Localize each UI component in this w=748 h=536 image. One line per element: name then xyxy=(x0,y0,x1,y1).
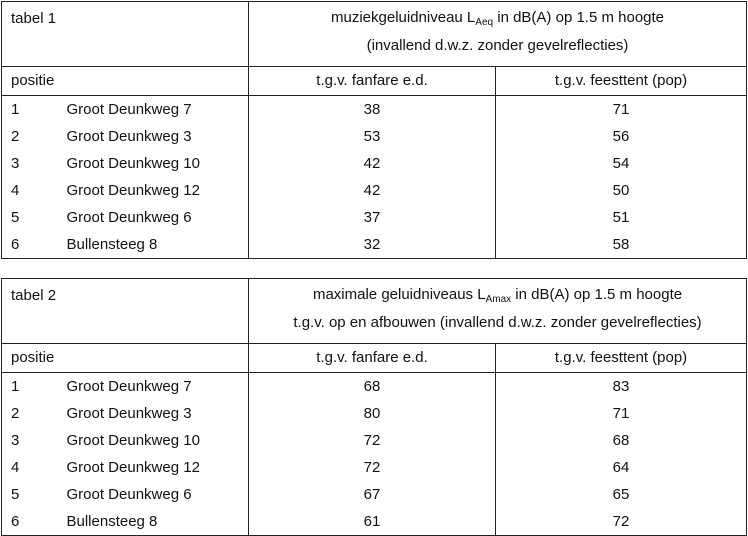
row-feesttent-value: 83 xyxy=(496,373,747,401)
row-feesttent-value: 51 xyxy=(496,204,747,231)
row-fanfare-value: 32 xyxy=(249,231,496,259)
table-row xyxy=(2,400,747,427)
row-number: 2 xyxy=(2,123,67,150)
row-fanfare-value: 42 xyxy=(249,177,496,204)
table-row xyxy=(2,373,747,401)
row-address: Bullensteeg 8 xyxy=(67,508,249,536)
column-header-feesttent: t.g.v. feesttent (pop) xyxy=(496,67,747,96)
row-number: 5 xyxy=(2,204,67,231)
row-address: Bullensteeg 8 xyxy=(67,231,249,259)
table-title: tabel 2 xyxy=(2,279,249,344)
row-address: Groot Deunkweg 3 xyxy=(66,128,192,145)
row-fanfare-value: 68 xyxy=(249,373,496,401)
row-number: 4 xyxy=(2,454,67,481)
row-address: Groot Deunkweg 10 xyxy=(66,155,200,172)
table-row xyxy=(2,204,747,231)
description-text-end: in dB(A) op 1.5 m hoogte xyxy=(511,286,683,303)
table-row xyxy=(2,508,747,536)
table-row xyxy=(2,427,747,454)
table-row xyxy=(2,177,747,204)
row-fanfare-value: 37 xyxy=(249,204,496,231)
row-address: Groot Deunkweg 10 xyxy=(66,432,200,449)
description-text-end: in dB(A) op 1.5 m hoogte xyxy=(493,9,665,26)
row-fanfare-value: 38 xyxy=(249,96,496,124)
column-header-feesttent: t.g.v. feesttent (pop) xyxy=(496,344,747,373)
row-fanfare-value: 72 xyxy=(249,427,496,454)
row-feesttent-value: 65 xyxy=(496,481,747,508)
table-row xyxy=(2,150,747,177)
table-description xyxy=(249,279,747,344)
column-header-fanfare: t.g.v. fanfare e.d. xyxy=(249,344,496,373)
column-header-position: positie xyxy=(2,67,249,96)
row-address: Groot Deunkweg 3 xyxy=(66,405,192,422)
table-row xyxy=(2,231,747,259)
description-subscript: Amax xyxy=(485,294,512,305)
column-header-fanfare: t.g.v. fanfare e.d. xyxy=(249,67,496,96)
description-subscript: Aeq xyxy=(475,17,494,28)
row-feesttent-value: 54 xyxy=(496,150,747,177)
row-address: Groot Deunkweg 12 xyxy=(66,459,200,476)
column-header-position: positie xyxy=(2,344,249,373)
row-feesttent-value: 56 xyxy=(496,123,747,150)
row-feesttent-value: 58 xyxy=(496,231,747,259)
row-feesttent-value: 50 xyxy=(496,177,747,204)
row-fanfare-value: 80 xyxy=(249,400,496,427)
row-address: Groot Deunkweg 12 xyxy=(66,182,200,199)
row-address: Groot Deunkweg 7 xyxy=(66,378,192,395)
row-number: 6 xyxy=(2,508,67,536)
row-fanfare-value: 42 xyxy=(249,150,496,177)
row-number: 3 xyxy=(2,150,67,177)
row-feesttent-value: 68 xyxy=(496,427,747,454)
row-fanfare-value: 72 xyxy=(249,454,496,481)
row-feesttent-value: 71 xyxy=(496,400,747,427)
table-description xyxy=(249,2,747,67)
table-row xyxy=(2,481,747,508)
row-number: 6 xyxy=(2,231,67,259)
table-row xyxy=(2,96,747,124)
row-number: 1 xyxy=(2,373,67,401)
row-number: 5 xyxy=(2,481,67,508)
table-title: tabel 1 xyxy=(2,2,249,67)
row-number: 2 xyxy=(2,400,67,427)
description-text: muziekgeluidniveau L xyxy=(331,9,476,26)
row-number: 3 xyxy=(2,427,67,454)
table-row xyxy=(2,123,747,150)
table-2 xyxy=(1,278,747,536)
row-address: Groot Deunkweg 7 xyxy=(66,101,192,118)
row-fanfare-value: 67 xyxy=(249,481,496,508)
row-feesttent-value: 71 xyxy=(496,96,747,124)
row-address: Groot Deunkweg 6 xyxy=(66,486,192,503)
row-number: 4 xyxy=(2,177,67,204)
table-1 xyxy=(1,1,747,259)
row-fanfare-value: 61 xyxy=(249,508,496,536)
table-row xyxy=(2,454,747,481)
row-feesttent-value: 64 xyxy=(496,454,747,481)
description-line-2: (invallend d.w.z. zonder gevelreflecties) xyxy=(366,37,629,54)
row-address: Groot Deunkweg 6 xyxy=(66,209,192,226)
description-text: maximale geluidniveaus L xyxy=(312,286,486,303)
row-fanfare-value: 53 xyxy=(249,123,496,150)
description-line-2: t.g.v. op en afbouwen (invallend d.w.z. zonder gevelreflecties) xyxy=(293,314,702,331)
row-number: 1 xyxy=(2,96,67,124)
row-feesttent-value: 72 xyxy=(496,508,747,536)
